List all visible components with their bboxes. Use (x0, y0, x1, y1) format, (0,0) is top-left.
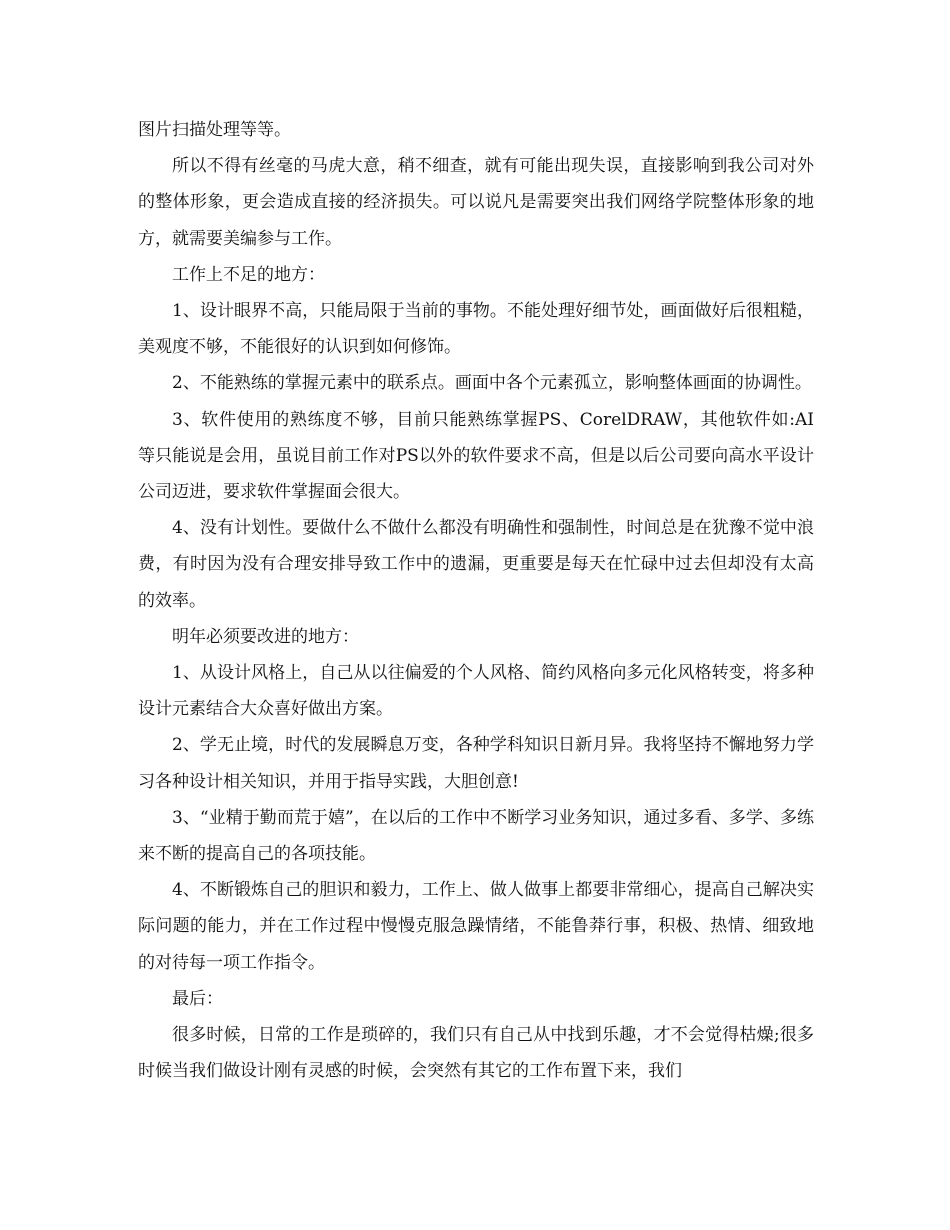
improvement-item-3: 3、“业精于勤而荒于嬉”，在以后的工作中不断学习业务知识，通过多看、多学、多练来不断的提高自己的各项技能。 (138, 807, 814, 865)
section-heading-shortcomings: 工作上不足的地方： (172, 264, 325, 285)
improvement-item-2: 2、学无止境，时代的发展瞬息万变，各种学科知识日新月异。我将坚持不懈地努力学习各种设计相关知识，并用于指导实践，大胆创意! (138, 735, 814, 792)
final-paragraph: 很多时候，日常的工作是琐碎的，我们只有自己从中找到乐趣，才不会觉得枯燥;很多时候当我们做设计刚有灵感的时候，会突然有其它的工作布置下来，我们 (138, 1025, 814, 1082)
paragraph-2: 所以不得有丝毫的马虎大意，稍不细查，就有可能出现失误，直接影响到我公司对外的整体形象，更会造成直接的经济损失。可以说凡是需要突出我们网络学院整体形象的地方，就需要美编参与工作。 (138, 156, 814, 249)
section-heading-final: 最后： (172, 988, 223, 1009)
section-heading-improvements: 明年必须要改进的地方： (172, 626, 359, 647)
document-body (138, 112, 814, 1089)
improvement-item-1: 1、从设计风格上，自己从以往偏爱的个人风格、简约风格向多元化风格转变，将多种设计元素结合大众喜好做出方案。 (138, 663, 814, 720)
paragraph-1: 图片扫描处理等等。 (138, 120, 291, 140)
shortcoming-item-3: 3、软件使用的熟练度不够，目前只能熟练掌握PS、CorelDRAW，其他软件如:AI 等只能说是会用，虽说目前工作对PS以外的软件要求不高，但是以后公司要向高水平设计公司迈进，要求软件掌握面会很大。 (138, 409, 814, 503)
shortcoming-item-2: 2、不能熟练的掌握元素中的联系点。画面中各个元素孤立，影响整体画面的协调性。 (172, 373, 812, 394)
shortcoming-item-4: 4、没有计划性。要做什么不做什么都没有明确性和强制性，时间总是在犹豫不觉中浪费，有时因为没有合理安排导致工作中的遗漏，更重要是每天在忙碌中过去但却没有太高的效率。 (138, 518, 814, 611)
shortcoming-item-1: 1、设计眼界不高，只能局限于当前的事物。不能处理好细节处，画面做好后很粗糙，美观度不够，不能很好的认识到如何修饰。 (138, 301, 814, 358)
improvement-item-4: 4、不断锻炼自己的胆识和毅力，工作上、做人做事上都要非常细心，提高自己解决实际问题的能力，并在工作过程中慢慢克服急躁情绪，不能鲁莽行事，积极、热情、细致地的对待每一项工作指令。 (138, 880, 814, 973)
